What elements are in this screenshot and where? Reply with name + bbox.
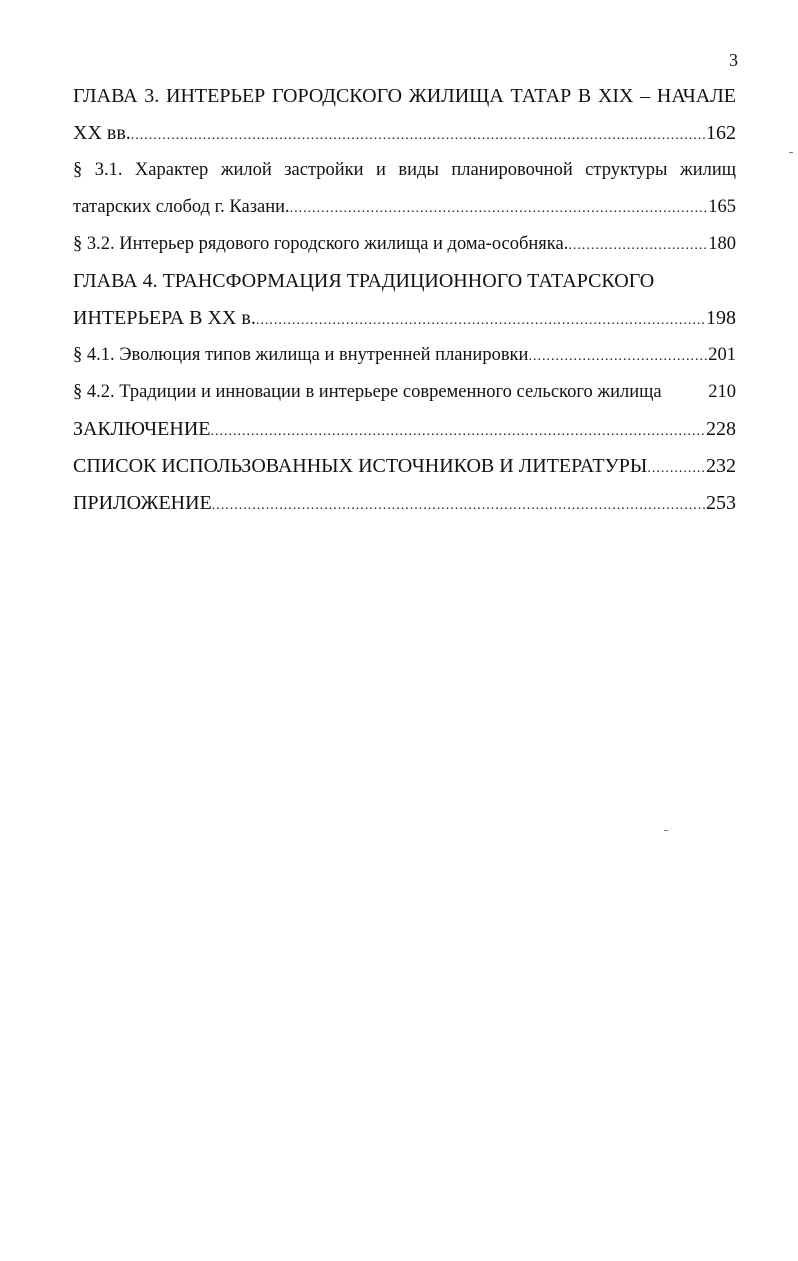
toc-line (73, 78, 736, 115)
toc-page-number: 180 (708, 234, 736, 254)
toc-entry-title: § 4.1. Эволюция типов жилища и внутренней планировки (73, 345, 529, 365)
toc-entry-title: § 3.2. Интерьер рядового городского жилища и дома-особняка. (73, 234, 569, 254)
toc-line (73, 263, 736, 300)
toc-line (73, 152, 736, 189)
page-number: 3 (729, 50, 738, 70)
toc-line (73, 411, 736, 448)
toc-entry-title-continued: ИНТЕРЬЕРА В XX в. (73, 307, 256, 329)
toc-entry-section-3-1 (73, 152, 736, 226)
toc-entry-title: ПРИЛОЖЕНИЕ (73, 492, 212, 514)
scan-edge-mark (664, 830, 668, 831)
toc-entry-conclusion (73, 411, 736, 448)
toc-page-number: 162 (706, 122, 736, 144)
dot-leader (568, 227, 708, 263)
toc-entry-title-continued: татарских слобод г. Казани. (73, 197, 290, 217)
toc-entry-section-4-1 (73, 337, 736, 374)
toc-page-number: 210 (708, 382, 736, 402)
toc-entry-section-4-2 (73, 374, 736, 411)
toc-entry-title: ГЛАВА 3. ИНТЕРЬЕР ГОРОДСКОГО ЖИЛИЩА ТАТАР В XIX – НАЧАЛЕ (73, 85, 736, 107)
toc-entry-title-continued: XX вв. (73, 122, 131, 144)
toc-line (73, 374, 736, 411)
toc-entry-chapter-3 (73, 78, 736, 152)
toc-line (73, 300, 736, 337)
scan-edge-mark (789, 152, 793, 153)
toc-entry-chapter-4 (73, 263, 736, 337)
toc-line (73, 485, 736, 522)
toc-page-number: 228 (706, 418, 736, 440)
dot-leader (290, 190, 709, 226)
toc-entry-sources (73, 448, 736, 485)
toc-line (73, 226, 736, 263)
dot-leader (528, 338, 708, 374)
toc-entry-title: ЗАКЛЮЧЕНИЕ (73, 418, 211, 440)
dot-leader (647, 450, 706, 485)
toc-page-number: 201 (708, 345, 736, 365)
dot-leader (256, 302, 706, 337)
toc-line (73, 337, 736, 374)
toc-line (73, 189, 736, 226)
toc-page-number: 198 (706, 307, 736, 329)
toc-entry-section-3-2 (73, 226, 736, 263)
dot-leader (210, 413, 706, 448)
toc-page-number: 232 (706, 455, 736, 477)
toc-entry-title: СПИСОК ИСПОЛЬЗОВАННЫХ ИСТОЧНИКОВ И ЛИТЕРАТУРЫ (73, 455, 648, 477)
table-of-contents (73, 78, 736, 522)
toc-page-number: 253 (706, 492, 736, 514)
dot-leader (212, 487, 706, 522)
dot-leader (131, 117, 706, 152)
toc-page-number: 165 (708, 197, 736, 217)
toc-line (73, 448, 736, 485)
toc-entry-title: ГЛАВА 4. ТРАНСФОРМАЦИЯ ТРАДИЦИОННОГО ТАТАРСКОГО (73, 270, 655, 292)
toc-entry-title: § 4.2. Традиции и инновации в интерьере современного сельского жилища (73, 382, 662, 402)
toc-line (73, 115, 736, 152)
toc-entry-title: § 3.1. Характер жилой застройки и виды планировочной структуры жилищ (73, 160, 736, 180)
toc-entry-appendix (73, 485, 736, 522)
